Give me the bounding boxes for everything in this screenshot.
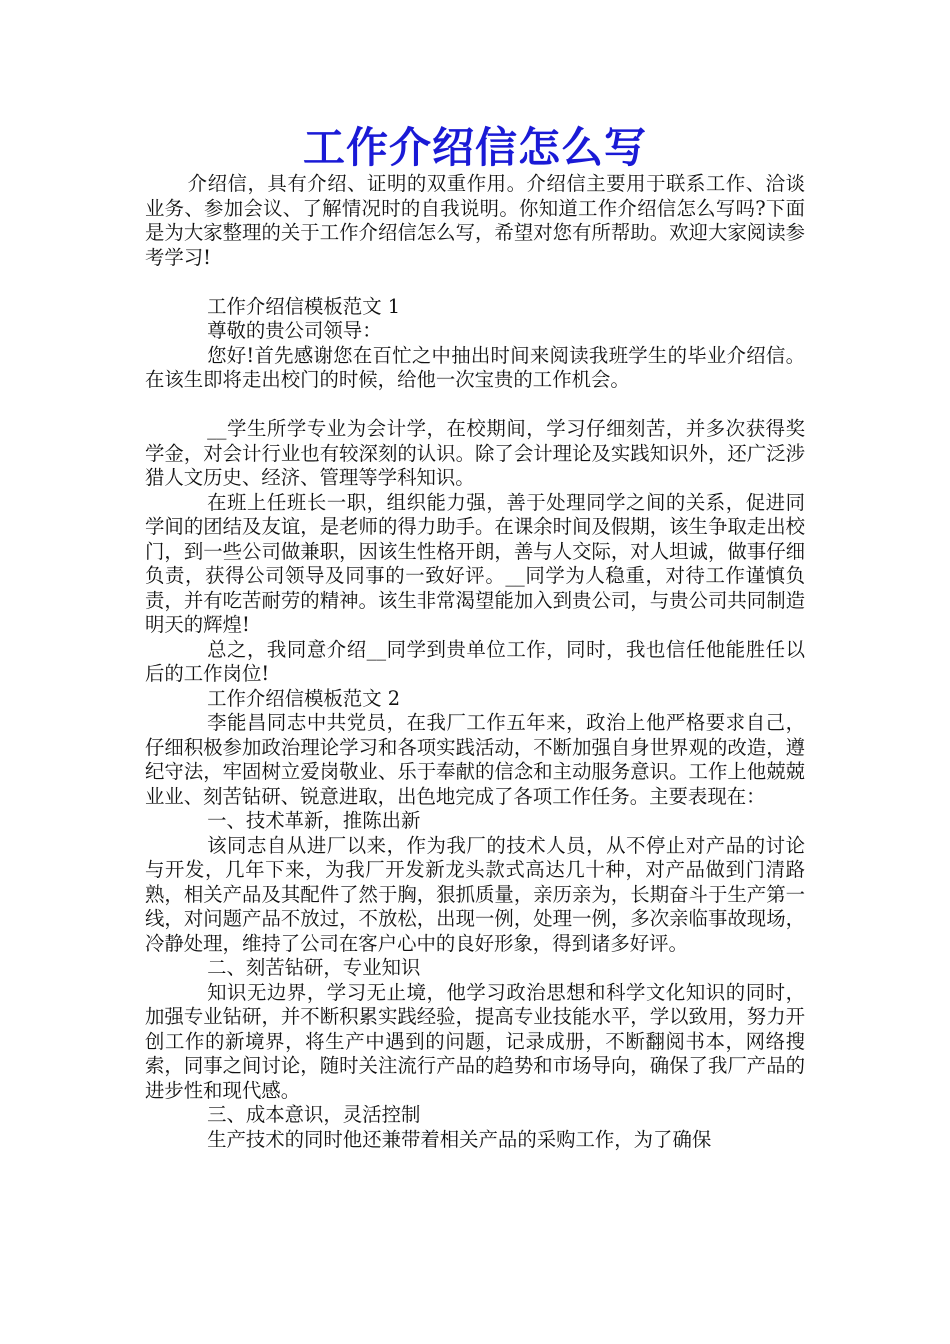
document-title: 工作介绍信怎么写 [302,123,647,172]
intro-paragraph: 介绍信，具有介绍、证明的双重作用。介绍信主要用于联系工作、洽谈业务、参加会议、了解情况时的自我说明。你知道工作介绍信怎么写吗?下面是为大家整理的关于工作介绍信怎么写，希望对您有所帮助。欢迎大家阅读参考学习! [145,172,805,269]
salutation: 尊敬的贵公司领导： [207,319,382,342]
subheading: 三、成本意识，灵活控制 [207,1103,421,1126]
letter-paragraph: 知识无边界，学习无止境，他学习政治思想和科学文化知识的同时，加强专业钻研，并不断积累实践经验，提高专业技能水平，学以致用，努力开创工作的新境界，将生产中遇到的问题，记录成册，不断翻阅书本，网络搜索，同事之间讨论，随时关注流行产品的趋势和市场导向，确保了我厂产品的进步性和现代感。 [145,980,805,1102]
document-body [145,172,805,1152]
subheading: 一、技术革新，推陈出新 [207,809,421,832]
section-heading-template-2: 工作介绍信模板范文 2 [207,686,401,710]
section-heading-template-1: 工作介绍信模板范文 1 [207,294,401,318]
letter-paragraph: 您好!首先感谢您在百忙之中抽出时间来阅读我班学生的毕业介绍信。在该生即将走出校门的时候，给他一次宝贵的工作机会。 [145,343,805,391]
letter-paragraph: __学生所学专业为会计学，在校期间，学习仔细刻苦，并多次获得奖学金，对会计行业也有较深刻的认识。除了会计理论及实践知识外，还广泛涉猎人文历史、经济、管理等学科知识。 [145,417,805,489]
letter-paragraph: 李能昌同志中共党员，在我厂工作五年来，政治上他严格要求自己，仔细积极参加政治理论学习和各项实践活动，不断加强自身世界观的改造，遵纪守法，牢固树立爱岗敬业、乐于奉献的信念和主动服务意识。工作上他兢兢业业、刻苦钻研、锐意进取，出色地完成了各项工作任务。主要表现在： [145,711,805,808]
letter-paragraph: 在班上任班长一职，组织能力强，善于处理同学之间的关系，促进同学间的团结及友谊，是老师的得力助手。在课余时间及假期，该生争取走出校门，到一些公司做兼职，因该生性格开朗，善与人交际，对人坦诚，做事仔细负责，获得公司领导及同事的一致好评。__同学为人稳重，对待工作谨慎负责，并有吃苦耐劳的精神。该生非常渴望能加入到贵公司，与贵公司共同制造明天的辉煌! [145,490,805,636]
letter-paragraph: 该同志自从进厂以来，作为我厂的技术人员，从不停止对产品的讨论与开发，几年下来，为我厂开发新龙头款式高达几十种，对产品做到门清路熟，相关产品及其配件了然于胸，狠抓质量，亲历亲为，长期奋斗于生产第一线，对问题产品不放过，不放松，出现一例，处理一例，多次亲临事故现场，冷静处理，维持了公司在客户心中的良好形象，得到诸多好评。 [145,833,805,955]
letter-paragraph: 生产技术的同时他还兼带着相关产品的采购工作，为了确保 [207,1127,712,1151]
letter-paragraph: 总之，我同意介绍__同学到贵单位工作，同时，我也信任他能胜任以后的工作岗位! [145,637,805,685]
subheading: 二、刻苦钻研，专业知识 [207,956,421,979]
